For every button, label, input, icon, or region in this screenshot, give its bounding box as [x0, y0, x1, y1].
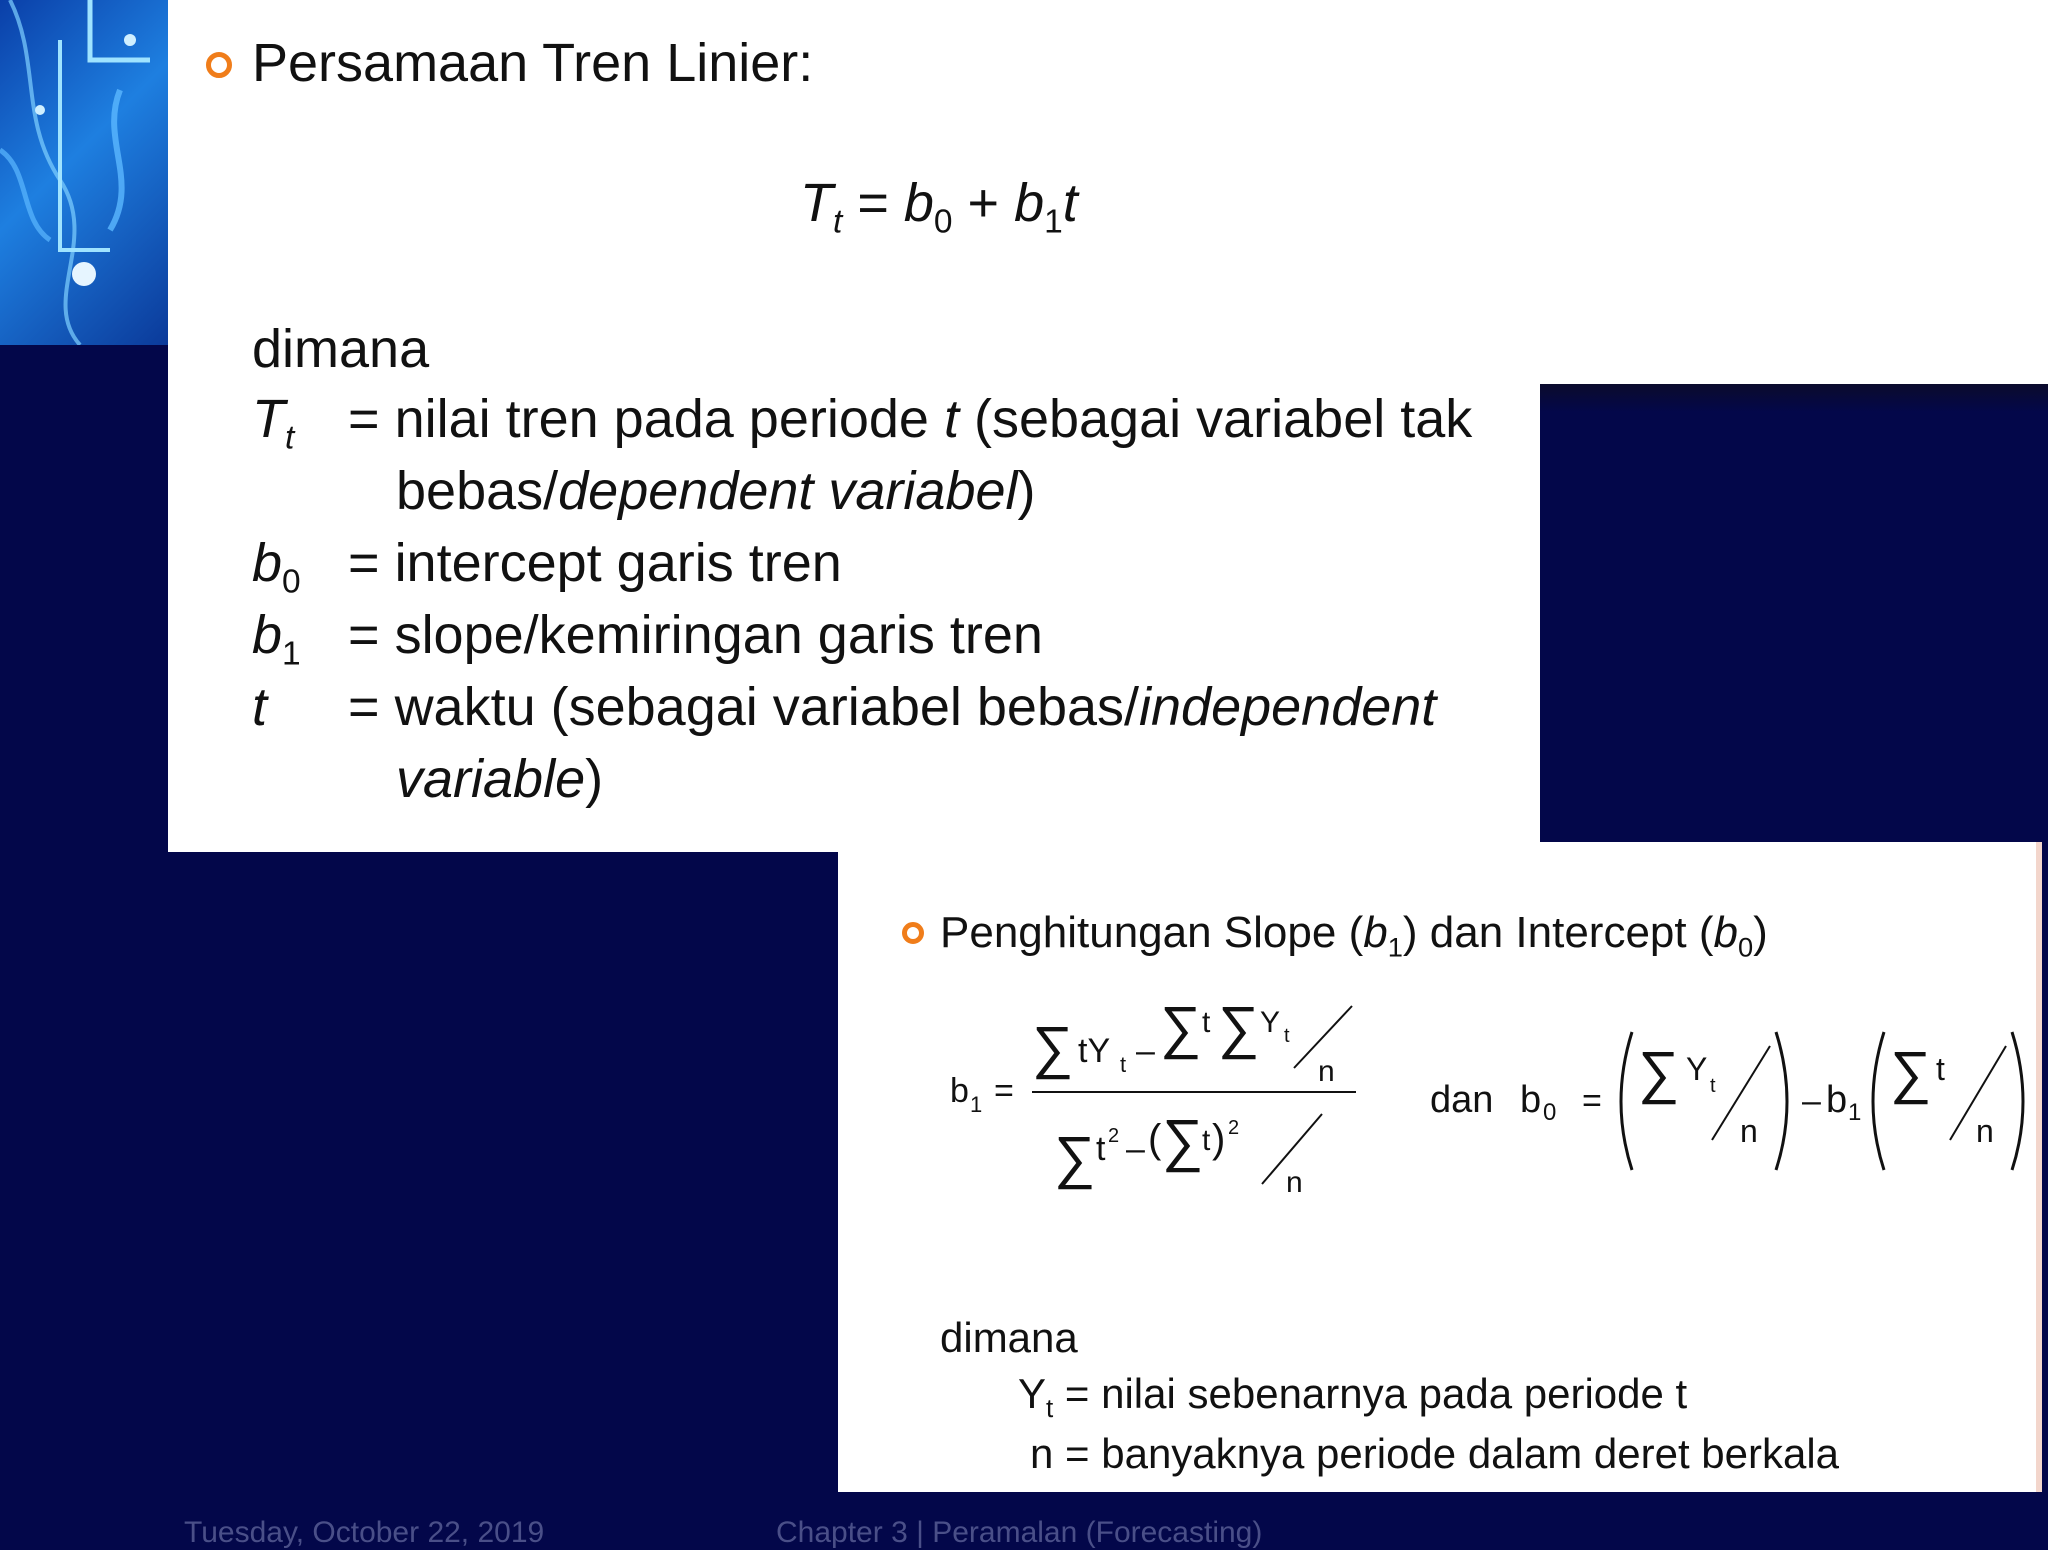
svg-text:(: ( — [1148, 1117, 1162, 1161]
svg-text:Y: Y — [1260, 1006, 1281, 1039]
heading-penghitungan: Penghitungan Slope $(b_1)$ dan Intercept $(b_0)$ — [940, 908, 1768, 963]
definition-symbol-Tt: $T_t$ — [252, 389, 295, 457]
heading-persamaan-tren: Persamaan Tren Linier: — [252, 33, 814, 93]
dimana-label-2: dimana — [940, 1314, 1078, 1361]
slide-panel-top-right — [1540, 0, 2048, 384]
decorative-circuit-graphic — [0, 0, 168, 345]
svg-text:n: n — [1740, 1113, 1758, 1149]
svg-text:t: t — [1202, 1006, 1211, 1039]
svg-text:2: 2 — [1228, 1117, 1240, 1139]
footer-chapter: Chapter 3 | Peramalan (Forecasting) — [776, 1516, 1263, 1549]
svg-text:t: t — [1284, 1025, 1290, 1047]
svg-text:t: t — [1120, 1052, 1127, 1077]
definition-n: n = banyaknya periode dalam deret berkala — [1030, 1430, 1840, 1477]
svg-text:t: t — [1096, 1130, 1106, 1168]
svg-text:b: b — [1520, 1079, 1542, 1121]
definition-symbol-b1: $b_1$ — [252, 605, 301, 673]
svg-text:b: b — [950, 1072, 969, 1110]
panel-shadow — [1540, 384, 2048, 412]
svg-text:b: b — [1826, 1079, 1848, 1121]
svg-text:–: – — [1802, 1082, 1821, 1120]
svg-text:n: n — [1976, 1113, 1994, 1149]
svg-text:∑: ∑ — [1218, 995, 1260, 1060]
equation-linear-trend: $T_t = b_0 + b_1t$ — [800, 173, 1078, 241]
bullet-icon — [206, 52, 232, 78]
svg-text:–: – — [1126, 1130, 1145, 1168]
definition-text-b0: = intercept garis tren — [348, 533, 842, 593]
bullet-icon — [902, 922, 924, 944]
definition-text-Tt: = nilai tren pada periode t (sebagai variabel tak — [348, 389, 1473, 449]
definition-symbol-b0: $b_0$ — [252, 533, 301, 601]
definition-text-Tt-line2: bebas/dependent variabel) — [396, 461, 1036, 521]
svg-text:dan: dan — [1430, 1079, 1494, 1121]
svg-text:): ) — [1212, 1117, 1226, 1161]
svg-text:t: t — [1202, 1124, 1211, 1157]
svg-text:∑: ∑ — [1890, 1040, 1932, 1105]
definition-text-t: = waktu (sebagai variabel bebas/independent — [348, 677, 1437, 737]
svg-text:=: = — [994, 1072, 1014, 1110]
svg-text:t: t — [1710, 1075, 1716, 1097]
definition-text-t-line2: variable) — [396, 749, 604, 809]
svg-text:∑: ∑ — [1160, 995, 1202, 1060]
svg-text:=: = — [1582, 1082, 1602, 1120]
formula-slope-intercept — [940, 992, 2048, 1202]
svg-text:1: 1 — [1848, 1099, 1862, 1126]
svg-text:t: t — [1936, 1051, 1945, 1087]
svg-text:tY: tY — [1078, 1032, 1111, 1070]
definition-Yt: $Y_t$ = nilai sebenarnya pada periode t — [1018, 1370, 1688, 1424]
svg-text:n: n — [1318, 1055, 1335, 1088]
svg-text:∑: ∑ — [1032, 1015, 1074, 1080]
svg-text:∑: ∑ — [1162, 1108, 1204, 1173]
svg-text:2: 2 — [1108, 1125, 1120, 1147]
definition-symbol-t: t — [252, 677, 268, 737]
svg-text:Y: Y — [1686, 1051, 1708, 1087]
svg-text:n: n — [1286, 1166, 1303, 1199]
svg-text:1: 1 — [970, 1092, 983, 1117]
svg-text:–: – — [1136, 1032, 1155, 1070]
svg-text:∑: ∑ — [1054, 1125, 1096, 1190]
dimana-label: dimana — [252, 319, 430, 379]
definition-text-b1: = slope/kemiringan garis tren — [348, 605, 1043, 665]
svg-text:0: 0 — [1543, 1099, 1557, 1126]
footer-date: Tuesday, October 22, 2019 — [184, 1516, 545, 1549]
svg-text:∑: ∑ — [1638, 1040, 1680, 1105]
